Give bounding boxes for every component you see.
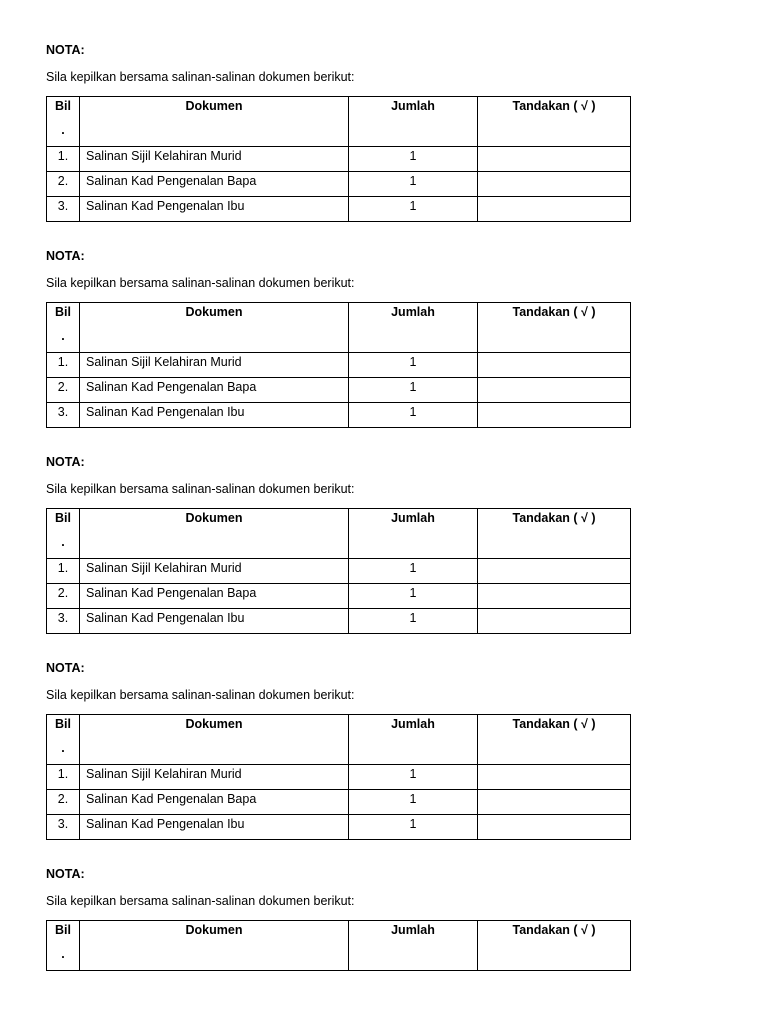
table-header-row xyxy=(47,97,631,147)
table-header-row xyxy=(47,921,631,971)
header-bil-dot: . xyxy=(61,947,65,961)
header-tandakan: Tandakan ( √ ) xyxy=(478,509,631,559)
cell-jumlah: 1 xyxy=(349,815,478,840)
header-jumlah: Jumlah xyxy=(349,509,478,559)
note-heading: NOTA: xyxy=(46,867,85,881)
header-tandakan: Tandakan ( √ ) xyxy=(478,97,631,147)
cell-bil: 3. xyxy=(47,197,80,222)
cell-tandakan-checkbox[interactable] xyxy=(478,790,631,815)
note-heading: NOTA: xyxy=(46,249,85,263)
table-row xyxy=(47,584,631,609)
cell-bil: 2. xyxy=(47,584,80,609)
header-jumlah: Jumlah xyxy=(349,97,478,147)
cell-jumlah: 1 xyxy=(349,378,478,403)
cell-jumlah: 1 xyxy=(349,584,478,609)
cell-tandakan-checkbox[interactable] xyxy=(478,172,631,197)
cell-dokumen: Salinan Kad Pengenalan Ibu xyxy=(80,197,349,222)
header-bil-dot: . xyxy=(61,741,65,755)
header-bil-label: Bil xyxy=(55,511,71,525)
table-header-row xyxy=(47,715,631,765)
document-table xyxy=(46,96,631,222)
table-row xyxy=(47,172,631,197)
header-jumlah: Jumlah xyxy=(349,303,478,353)
header-bil-label: Bil xyxy=(55,99,71,113)
table-row xyxy=(47,815,631,840)
note-heading: NOTA: xyxy=(46,43,85,57)
header-bil-label: Bil xyxy=(55,305,71,319)
table-row xyxy=(47,559,631,584)
cell-dokumen: Salinan Kad Pengenalan Bapa xyxy=(80,172,349,197)
note-instruction: Sila kepilkan bersama salinan-salinan dokumen berikut: xyxy=(46,70,355,84)
header-jumlah: Jumlah xyxy=(349,921,478,971)
header-bil-dot: . xyxy=(61,535,65,549)
header-dokumen: Dokumen xyxy=(80,715,349,765)
cell-dokumen: Salinan Kad Pengenalan Bapa xyxy=(80,790,349,815)
document-table xyxy=(46,920,631,971)
header-bil xyxy=(47,97,80,147)
document-table xyxy=(46,508,631,634)
header-dokumen: Dokumen xyxy=(80,97,349,147)
cell-dokumen: Salinan Kad Pengenalan Ibu xyxy=(80,403,349,428)
table-header-row xyxy=(47,509,631,559)
table-row xyxy=(47,403,631,428)
note-instruction: Sila kepilkan bersama salinan-salinan dokumen berikut: xyxy=(46,688,355,702)
cell-tandakan-checkbox[interactable] xyxy=(478,815,631,840)
cell-jumlah: 1 xyxy=(349,559,478,584)
cell-jumlah: 1 xyxy=(349,353,478,378)
note-instruction: Sila kepilkan bersama salinan-salinan dokumen berikut: xyxy=(46,276,355,290)
note-instruction: Sila kepilkan bersama salinan-salinan dokumen berikut: xyxy=(46,482,355,496)
cell-bil: 3. xyxy=(47,609,80,634)
cell-jumlah: 1 xyxy=(349,403,478,428)
cell-bil: 1. xyxy=(47,147,80,172)
cell-dokumen: Salinan Sijil Kelahiran Murid xyxy=(80,353,349,378)
header-dokumen: Dokumen xyxy=(80,509,349,559)
cell-bil: 1. xyxy=(47,559,80,584)
header-bil-dot: . xyxy=(61,123,65,137)
cell-jumlah: 1 xyxy=(349,147,478,172)
header-bil-label: Bil xyxy=(55,923,71,937)
note-instruction: Sila kepilkan bersama salinan-salinan dokumen berikut: xyxy=(46,894,355,908)
cell-bil: 2. xyxy=(47,790,80,815)
header-bil xyxy=(47,715,80,765)
cell-jumlah: 1 xyxy=(349,197,478,222)
document-table xyxy=(46,302,631,428)
cell-bil: 3. xyxy=(47,403,80,428)
cell-jumlah: 1 xyxy=(349,172,478,197)
header-bil xyxy=(47,509,80,559)
cell-dokumen: Salinan Kad Pengenalan Ibu xyxy=(80,609,349,634)
cell-tandakan-checkbox[interactable] xyxy=(478,378,631,403)
cell-dokumen: Salinan Kad Pengenalan Bapa xyxy=(80,378,349,403)
header-tandakan: Tandakan ( √ ) xyxy=(478,303,631,353)
note-heading: NOTA: xyxy=(46,661,85,675)
cell-dokumen: Salinan Kad Pengenalan Bapa xyxy=(80,584,349,609)
cell-jumlah: 1 xyxy=(349,609,478,634)
cell-tandakan-checkbox[interactable] xyxy=(478,609,631,634)
table-row xyxy=(47,609,631,634)
cell-tandakan-checkbox[interactable] xyxy=(478,559,631,584)
cell-tandakan-checkbox[interactable] xyxy=(478,147,631,172)
header-bil-label: Bil xyxy=(55,717,71,731)
cell-tandakan-checkbox[interactable] xyxy=(478,584,631,609)
header-bil xyxy=(47,921,80,971)
document-table xyxy=(46,714,631,840)
cell-tandakan-checkbox[interactable] xyxy=(478,403,631,428)
table-row xyxy=(47,378,631,403)
table-header-row xyxy=(47,303,631,353)
header-dokumen: Dokumen xyxy=(80,303,349,353)
table-row xyxy=(47,765,631,790)
cell-tandakan-checkbox[interactable] xyxy=(478,765,631,790)
cell-dokumen: Salinan Kad Pengenalan Ibu xyxy=(80,815,349,840)
cell-jumlah: 1 xyxy=(349,790,478,815)
header-dokumen: Dokumen xyxy=(80,921,349,971)
cell-dokumen: Salinan Sijil Kelahiran Murid xyxy=(80,147,349,172)
header-bil xyxy=(47,303,80,353)
note-heading: NOTA: xyxy=(46,455,85,469)
header-tandakan: Tandakan ( √ ) xyxy=(478,715,631,765)
cell-bil: 3. xyxy=(47,815,80,840)
cell-tandakan-checkbox[interactable] xyxy=(478,197,631,222)
header-bil-dot: . xyxy=(61,329,65,343)
header-tandakan: Tandakan ( √ ) xyxy=(478,921,631,971)
table-row xyxy=(47,790,631,815)
table-row xyxy=(47,353,631,378)
cell-bil: 1. xyxy=(47,353,80,378)
cell-bil: 1. xyxy=(47,765,80,790)
cell-bil: 2. xyxy=(47,378,80,403)
cell-tandakan-checkbox[interactable] xyxy=(478,353,631,378)
table-row xyxy=(47,197,631,222)
table-row xyxy=(47,147,631,172)
cell-bil: 2. xyxy=(47,172,80,197)
cell-dokumen: Salinan Sijil Kelahiran Murid xyxy=(80,765,349,790)
header-jumlah: Jumlah xyxy=(349,715,478,765)
cell-jumlah: 1 xyxy=(349,765,478,790)
cell-dokumen: Salinan Sijil Kelahiran Murid xyxy=(80,559,349,584)
